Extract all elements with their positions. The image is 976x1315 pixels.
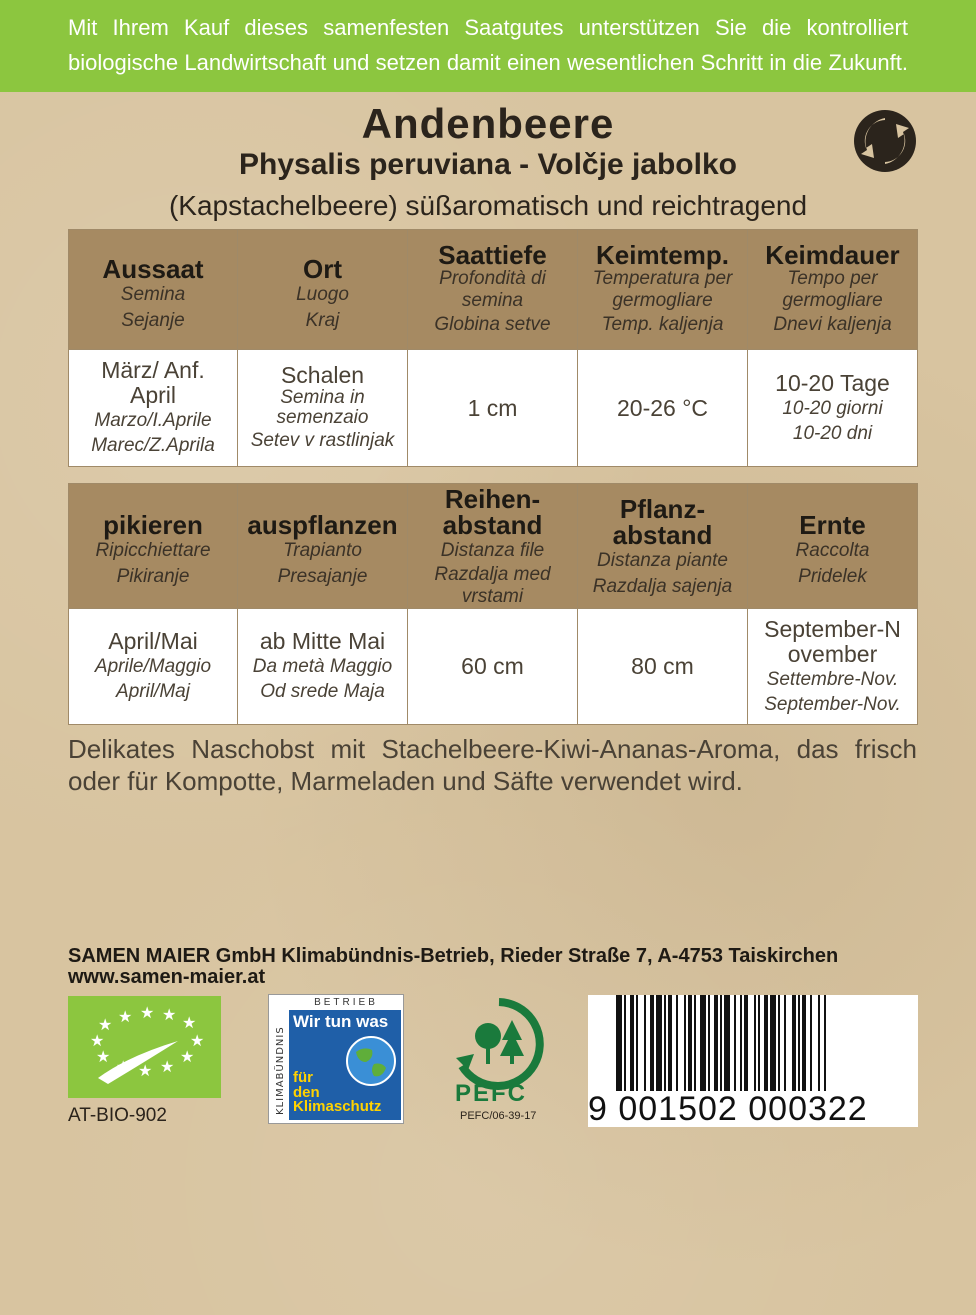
climate-line2: für den: [293, 1069, 320, 1101]
barcode-bar: [664, 995, 666, 1091]
product-body-text: Delikates Naschobst mit Stachelbeere-Kiwi-Ananas-Aroma, das frisch oder für Kompotte, Marmeladen und Säfte verwendet wird.: [68, 734, 917, 796]
climate-side-label: [270, 1001, 288, 1119]
product-latin-name: Physalis peruviana - Volčje jabolko: [239, 148, 737, 181]
climate-box: [289, 1010, 401, 1120]
header-main: Keimtemp.: [596, 239, 729, 270]
header-italian: Temperatura per germogliare: [592, 267, 733, 311]
climate-betrieb-label: BETRIEB: [314, 997, 378, 1008]
value-main: April/Mai: [108, 628, 198, 654]
header-main: Keimdauer: [765, 239, 900, 270]
header-cell: [408, 230, 578, 350]
barcode-bar: [644, 995, 646, 1091]
pefc-label: PEFC: [455, 1080, 528, 1107]
value-cell: [748, 609, 918, 725]
value-cell: [408, 609, 578, 725]
barcode-bar: [656, 995, 662, 1091]
sowing-table-header-row: [69, 230, 918, 350]
header-main: auspflanzen: [247, 510, 398, 540]
header-main: Pflanz-abstand: [612, 494, 713, 550]
header-main: Saattiefe: [438, 239, 547, 270]
value-italian: Marzo/I.Aprile: [94, 410, 212, 431]
product-description: (Kapstachelbeere) süßaromatisch und reichtragend: [168, 190, 808, 221]
value-slovenian: September-Nov.: [764, 693, 901, 715]
svg-text:★: ★: [182, 1013, 197, 1032]
header-cell: [408, 484, 578, 609]
svg-text:★: ★: [118, 1007, 133, 1026]
globe-icon: [344, 1034, 398, 1088]
value-cell: [69, 609, 238, 725]
header-main: Ernte: [799, 510, 866, 540]
barcode-bar: [630, 995, 634, 1091]
header-main: Aussaat: [102, 253, 204, 284]
barcode-bar: [744, 995, 748, 1091]
barcode-bar: [734, 995, 736, 1091]
value-italian: Semina in semenzaio: [276, 387, 369, 428]
value-slovenian: 10-20 dni: [792, 422, 873, 444]
barcode-bar: [714, 995, 718, 1091]
svg-text:KLIMABÜNDNIS: KLIMABÜNDNIS: [275, 1026, 286, 1115]
header-italian: Raccolta: [795, 540, 870, 561]
climate-line3: Klimaschutz: [293, 1098, 382, 1115]
sowing-table-value-row: [69, 350, 918, 467]
barcode-bar: [684, 995, 686, 1091]
header-cell: [238, 484, 408, 609]
eu-organic-leaf-icon: [68, 996, 221, 1098]
barcode-bar: [778, 995, 780, 1091]
svg-text:★: ★: [162, 1005, 177, 1024]
planting-table: [68, 483, 918, 725]
barcode-bar: [754, 995, 756, 1091]
header-cell: [578, 484, 748, 609]
header-slovenian: Kraj: [305, 309, 340, 331]
header-slovenian: Pridelek: [798, 566, 867, 587]
value-slovenian: April/Maj: [116, 681, 190, 702]
value-cell: [238, 609, 408, 725]
header-cell: [748, 230, 918, 350]
value-cell: [69, 350, 238, 467]
header-italian: Ripicchiettare: [95, 540, 211, 561]
header-slovenian: Dnevi kaljenja: [773, 313, 892, 335]
value-main: 80 cm: [631, 653, 694, 679]
barcode-number: 9 001502 000322: [588, 1090, 868, 1128]
barcode-bar: [650, 995, 654, 1091]
barcode-bar: [688, 995, 692, 1091]
barcode-bar: [740, 995, 742, 1091]
product-name: Andenbeere: [361, 100, 615, 147]
svg-text:★: ★: [98, 1015, 113, 1034]
barcode-bar: [636, 995, 638, 1091]
barcode-bar: [792, 995, 796, 1091]
barcode-bar: [758, 995, 760, 1091]
barcode-bar: [616, 995, 622, 1091]
barcode-bar: [708, 995, 710, 1091]
header-slovenian: Globina setve: [434, 313, 551, 335]
value-main: Schalen: [280, 362, 365, 388]
header-cell: [69, 230, 238, 350]
value-main: 10-20 Tage: [775, 369, 890, 396]
planting-table-header-row: [69, 484, 918, 609]
svg-text:★: ★: [190, 1031, 205, 1050]
header-slovenian: Presajanje: [277, 566, 368, 587]
header-slovenian: Sejanje: [121, 309, 185, 331]
value-cell: [238, 350, 408, 467]
svg-text:★: ★: [160, 1057, 175, 1076]
value-cell: [748, 350, 918, 467]
header-main: pikieren: [103, 510, 203, 540]
barcode-bar: [764, 995, 768, 1091]
svg-text:★: ★: [140, 1003, 155, 1022]
pefc-code: PEFC/06-39-17: [460, 1110, 537, 1122]
pefc-tree-icon: [452, 998, 546, 1090]
value-cell: [578, 350, 748, 467]
header-cell: [578, 230, 748, 350]
sowing-table: [68, 229, 918, 467]
header-italian: Tempo per germogliare: [782, 267, 883, 311]
barcode-bar: [694, 995, 696, 1091]
top-banner: [0, 0, 976, 92]
header-slovenian: Razdalja sajenja: [592, 576, 733, 597]
svg-text:★: ★: [180, 1047, 195, 1066]
bio-control-code: AT-BIO-902: [68, 1105, 167, 1126]
header-slovenian: Pikiranje: [116, 566, 190, 587]
header-italian: Semina: [120, 283, 186, 305]
planting-table-value-row: [69, 609, 918, 725]
header-italian: Profondità di semina: [439, 267, 546, 311]
header-cell: [238, 230, 408, 350]
barcode-bar: [810, 995, 812, 1091]
climate-line1: Wir tun was: [293, 1012, 389, 1031]
company-website: www.samen-maier.at: [68, 966, 266, 988]
header-italian: Distanza piante: [597, 550, 728, 571]
value-slovenian: Setev v rastlinjak: [250, 430, 395, 451]
header-cell: [69, 484, 238, 609]
barcode-bar: [798, 995, 800, 1091]
company-address: SAMEN MAIER GmbH Klimabündnis-Betrieb, Rieder Straße 7, A-4753 Taiskirchen: [68, 945, 839, 967]
value-slovenian: Od srede Maja: [260, 681, 385, 702]
value-italian: Aprile/Maggio: [94, 656, 212, 677]
barcode-bar: [802, 995, 806, 1091]
value-main: 20-26 °C: [616, 394, 709, 421]
header-main: Ort: [303, 253, 342, 284]
value-main: ab Mitte Mai: [259, 628, 386, 654]
header-slovenian: Razdalja med vrstami: [434, 564, 551, 607]
svg-text:★: ★: [90, 1031, 105, 1050]
green-dot-recycle-icon: [852, 108, 918, 174]
barcode-bar: [784, 995, 786, 1091]
barcode-bar: [624, 995, 626, 1091]
value-main: September-November: [764, 615, 901, 667]
value-main: März/ Anf. April: [101, 357, 205, 408]
value-italian: 10-20 giorni: [782, 397, 883, 419]
value-main: 60 cm: [461, 653, 524, 679]
barcode-bar: [668, 995, 672, 1091]
barcode-bar: [724, 995, 730, 1091]
header-italian: Luogo: [296, 283, 349, 305]
value-slovenian: Marec/Z.Aprila: [91, 435, 215, 456]
header-italian: Trapianto: [283, 540, 362, 561]
barcode-bar: [824, 995, 826, 1091]
barcode-icon: [612, 995, 912, 1091]
barcode-bar: [720, 995, 722, 1091]
barcode-bar: [770, 995, 776, 1091]
header-slovenian: Temp. kaljenja: [601, 313, 724, 335]
header-main: Reihen-abstand: [442, 484, 543, 540]
barcode-bar: [700, 995, 706, 1091]
header-cell: [748, 484, 918, 609]
banner-text: Mit Ihrem Kauf dieses samenfesten Saatgutes unterstützen Sie die kontrolliert biologische Landwirtschaft und setzen damit einen wesentlichen Schritt in die Zukunft.: [68, 15, 908, 75]
value-italian: Settembre-Nov.: [766, 668, 899, 690]
value-cell: [578, 609, 748, 725]
barcode-bar: [818, 995, 820, 1091]
header-italian: Distanza file: [440, 540, 545, 561]
svg-text:★: ★: [96, 1047, 111, 1066]
barcode-bar: [676, 995, 678, 1091]
value-cell: [408, 350, 578, 467]
climate-alliance-logo: [268, 994, 404, 1124]
value-italian: Da metà Maggio: [252, 656, 393, 677]
svg-text:★: ★: [138, 1061, 153, 1080]
value-main: 1 cm: [467, 394, 518, 421]
